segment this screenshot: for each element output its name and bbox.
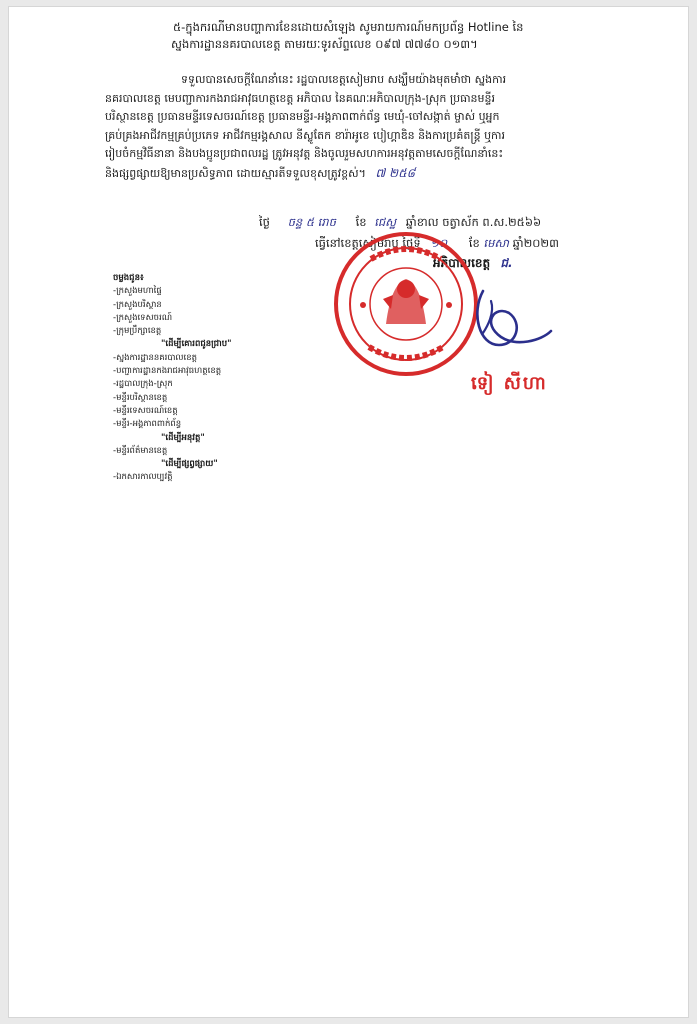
instruction-line-6 xyxy=(105,164,506,184)
cc-item: -ឯកសារកាលប្បវត្តិ xyxy=(113,472,173,483)
cc-item: -មន្ទីរទេសចរណ៍ខេត្ត xyxy=(113,405,178,416)
instruction-line-4: គ្រប់គ្រងអាជីវកម្មគ្រប់ប្រភេទ អាជីវកម្មរង្គសាល នីស្លូតែក ខារ៉ាអូខេ បៀហ្គាឌិន និងការប្រគំតន្ត្រី ឬការ xyxy=(105,128,506,142)
cc-subheading-disseminate: "ដើម្បីផ្សព្វផ្សាយ" xyxy=(161,459,218,470)
solar-day-value: ១០ xyxy=(430,236,448,250)
official-seal xyxy=(331,229,481,379)
cc-item: -ក្រសួងមហាផ្ទៃ xyxy=(113,286,162,297)
solar-date-prefix: ធ្វើនៅខេត្តសៀមរាប ថ្ងៃទី xyxy=(315,236,421,250)
instruction-line-1: ទទួលបានសេចក្ដីណែនាំនេះ រដ្ឋបាលខេត្តសៀមរាប សង្ឃឹមយ៉ាងមុតមាំថា ស្នងការ xyxy=(181,73,507,86)
cc-subheading-implement: "ដើម្បីអនុវត្ត" xyxy=(161,432,205,443)
signer-title-mark: ជ. xyxy=(500,256,513,270)
cc-item: -ក្រុមប្រឹក្សាខេត្ត xyxy=(113,326,162,337)
solar-month-label: ខែ xyxy=(468,236,480,250)
cc-item: -ក្រសួងទេសចរណ៍ xyxy=(113,312,173,323)
instruction-line-2: នគរបាលខេត្ត មេបញ្ជាការកងរាជអាវុធហត្ថខេត្ត អភិបាល នៃគណៈអភិបាលក្រុង-ស្រុក ប្រធានមន្ទីរ xyxy=(105,91,495,105)
solar-year: ឆ្នាំ២០២៣ xyxy=(512,236,559,250)
lunar-year: ឆ្នាំខាល ចត្វាស័ក ព.ស.២៥៦៦ xyxy=(405,215,542,229)
cc-item: -រដ្ឋបាលក្រុង-ស្រុក xyxy=(113,379,173,390)
solar-month-value: មេសា xyxy=(483,236,509,250)
cc-heading: ចម្លងជូន៖ xyxy=(113,273,144,283)
handwritten-signature xyxy=(461,283,561,363)
lunar-month-label: ខែ xyxy=(355,215,367,229)
cc-item: -ក្រសួងបរិស្ថាន xyxy=(113,299,162,310)
lunar-day-value: ចន្ទ ៥ រោច xyxy=(287,215,336,229)
handwritten-reference: ៧ ២៥៨ xyxy=(375,165,416,180)
lunar-month-value: ជេស្ឋ xyxy=(374,215,397,229)
instruction-line-6-text: និងផ្សព្វផ្សាយឱ្យមានប្រសិទ្ធភាព ដោយស្មារតីទទួលខុសត្រូវខ្ពស់។ xyxy=(105,166,366,180)
instruction-paragraph xyxy=(105,71,506,183)
signer-title-text: អភិបាលខេត្ត xyxy=(433,256,491,270)
cc-list xyxy=(113,272,232,485)
item-5-line-2: ស្នងការដ្ឋាននគរបាលខេត្ត តាមរយៈទូរស័ព្ទលេខ ០៩៧ ៧៧៨០ ០១៣។ xyxy=(171,37,478,51)
cc-item: -ស្នងការដ្ឋាននគរបាលខេត្ត xyxy=(113,352,197,363)
document-page xyxy=(8,6,689,1018)
cc-item: -មន្ទីរ-អង្គភាពពាក់ព័ន្ធ xyxy=(113,419,182,430)
instruction-line-3: បរិស្ថានខេត្ត ប្រធានមន្ទីរទេសចរណ៍ខេត្ត ប្រធានមន្ទីរ-អង្គភាពពាក់ព័ន្ធ មេឃុំ-ចៅសង្កាត់ ម្ចាស់ ឬអ្នក xyxy=(105,110,500,123)
lunar-day-label: ថ្ងៃ xyxy=(259,215,270,229)
cc-item: -មន្ទីរព័ត៌មានខេត្ត xyxy=(113,445,168,456)
cc-item: -បញ្ជាការដ្ឋានកងរាជអាវុធហត្ថខេត្ត xyxy=(113,366,222,377)
signer-name: ទៀ សីហា xyxy=(471,373,548,394)
item-5-paragraph xyxy=(173,19,523,53)
instruction-line-5: រៀបចំកម្មវិធីនានា និងបងប្អូនប្រជាពលរដ្ឋ ត្រូវអនុវត្ត និងចូលរួមសហការអនុវត្តតាមសេចក្ដីណែនាំនេះ xyxy=(105,147,504,160)
cc-subheading-inform: "ដើម្បីគោរពជូនជ្រាប" xyxy=(161,339,232,350)
cc-item: -មន្ទីរបរិស្ថានខេត្ត xyxy=(113,392,168,403)
item-5-line-1: ៥-ក្នុងករណីមានបញ្ហាការខែនដោយសំឡេង សូមរាយការណ៍មកប្រព័ន្ធ Hotline នៃ xyxy=(173,20,524,34)
